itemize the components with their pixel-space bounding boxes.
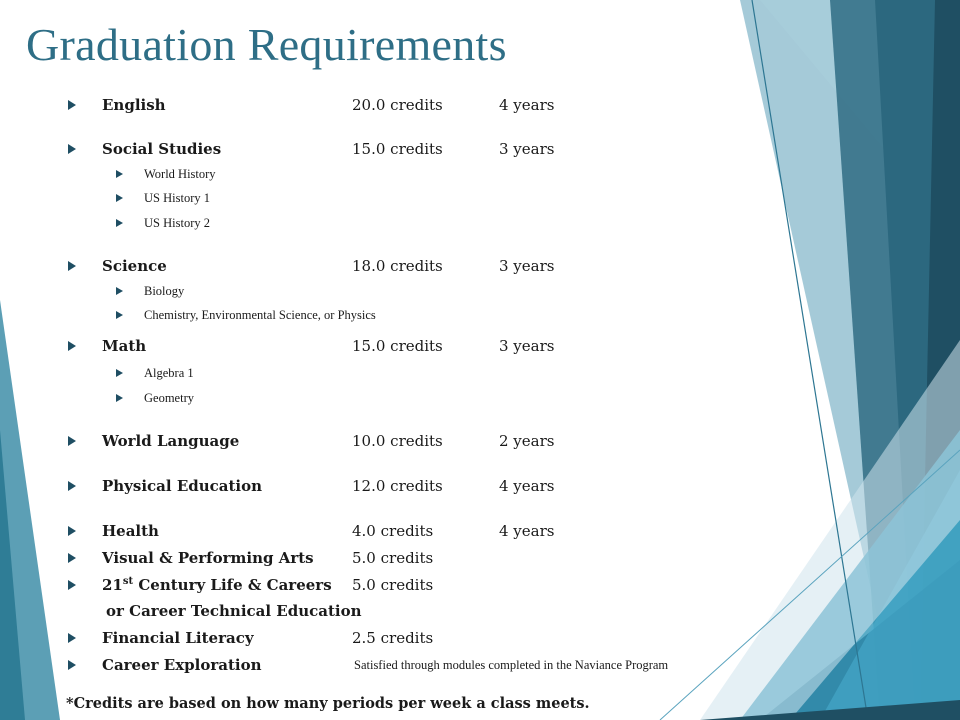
sub-item-label: Biology <box>144 284 185 298</box>
bullet-icon <box>68 526 76 536</box>
requirement-years: 3 years <box>499 140 555 158</box>
bullet-icon <box>68 261 76 271</box>
bullet-icon <box>68 633 76 643</box>
requirement-21st-century-life-careers <box>0 576 780 596</box>
requirement-credits: 10.0 credits <box>352 432 443 450</box>
bullet-icon <box>116 311 123 319</box>
bullet-icon <box>68 580 76 590</box>
requirement-credits: 12.0 credits <box>352 477 443 495</box>
requirement-name: World Language <box>102 432 240 450</box>
requirement-name: Visual & Performing Arts <box>102 549 314 567</box>
requirement-career-exploration <box>0 656 780 676</box>
requirement-credits: 15.0 credits <box>352 140 443 158</box>
requirement-credits: 5.0 credits <box>352 576 434 594</box>
requirement-science <box>0 257 780 277</box>
bullet-icon <box>68 660 76 670</box>
requirement-credits: 15.0 credits <box>352 337 443 355</box>
requirement-years: 3 years <box>499 337 555 355</box>
sub-item-label: US History 1 <box>144 191 210 205</box>
requirement-credits: 18.0 credits <box>352 257 443 275</box>
sub-item-label: US History 2 <box>144 216 210 230</box>
sub-item-label: World History <box>144 167 216 181</box>
footnote: *Credits are based on how many periods per week a class meets. <box>66 695 590 712</box>
bullet-icon <box>68 341 76 351</box>
bullet-icon <box>116 170 123 178</box>
bullet-icon <box>116 287 123 295</box>
requirement-name: Science <box>102 257 167 275</box>
requirement-math <box>0 337 780 357</box>
bullet-icon <box>116 369 123 377</box>
bullet-icon <box>116 219 123 227</box>
requirement-credits: 20.0 credits <box>352 96 443 114</box>
bullet-icon <box>116 394 123 402</box>
sub-item-label: Geometry <box>144 391 194 405</box>
requirement-physical-education <box>0 477 780 497</box>
bullet-icon <box>68 144 76 154</box>
requirement-name: 21st Century Life & Careers <box>102 576 332 594</box>
requirement-credits: 5.0 credits <box>352 549 434 567</box>
sub-item-label: Algebra 1 <box>144 366 194 380</box>
requirement-years: 4 years <box>499 96 555 114</box>
sub-item-label: Chemistry, Environmental Science, or Physics <box>144 308 376 322</box>
requirement-name: Physical Education <box>102 477 263 495</box>
requirement-name: Social Studies <box>102 140 222 158</box>
requirement-name: Financial Literacy <box>102 629 254 647</box>
requirement-health <box>0 522 780 542</box>
bullet-icon <box>116 194 123 202</box>
requirement-world-language <box>0 432 780 452</box>
requirement-years: 2 years <box>499 432 555 450</box>
bullet-icon <box>68 100 76 110</box>
requirement-financial-literacy <box>0 629 780 649</box>
requirement-years: 4 years <box>499 477 555 495</box>
bullet-icon <box>68 481 76 491</box>
requirement-note: Satisfied through modules completed in the Naviance Program <box>354 658 669 672</box>
requirement-credits: 2.5 credits <box>352 629 434 647</box>
requirement-years: 3 years <box>499 257 555 275</box>
requirement-name: Health <box>102 522 159 540</box>
bullet-icon <box>68 553 76 563</box>
requirement-continuation: or Career Technical Education <box>106 602 362 620</box>
requirement-name: Career Exploration <box>102 656 262 674</box>
requirement-english <box>0 96 780 116</box>
requirement-name: English <box>102 96 166 114</box>
requirement-years: 4 years <box>499 522 555 540</box>
page-title: Graduation Requirements <box>26 19 507 70</box>
requirement-social-studies <box>0 140 780 160</box>
requirement-visual-performing-arts <box>0 549 780 569</box>
requirement-name: Math <box>102 337 147 355</box>
requirement-credits: 4.0 credits <box>352 522 434 540</box>
bullet-icon <box>68 436 76 446</box>
